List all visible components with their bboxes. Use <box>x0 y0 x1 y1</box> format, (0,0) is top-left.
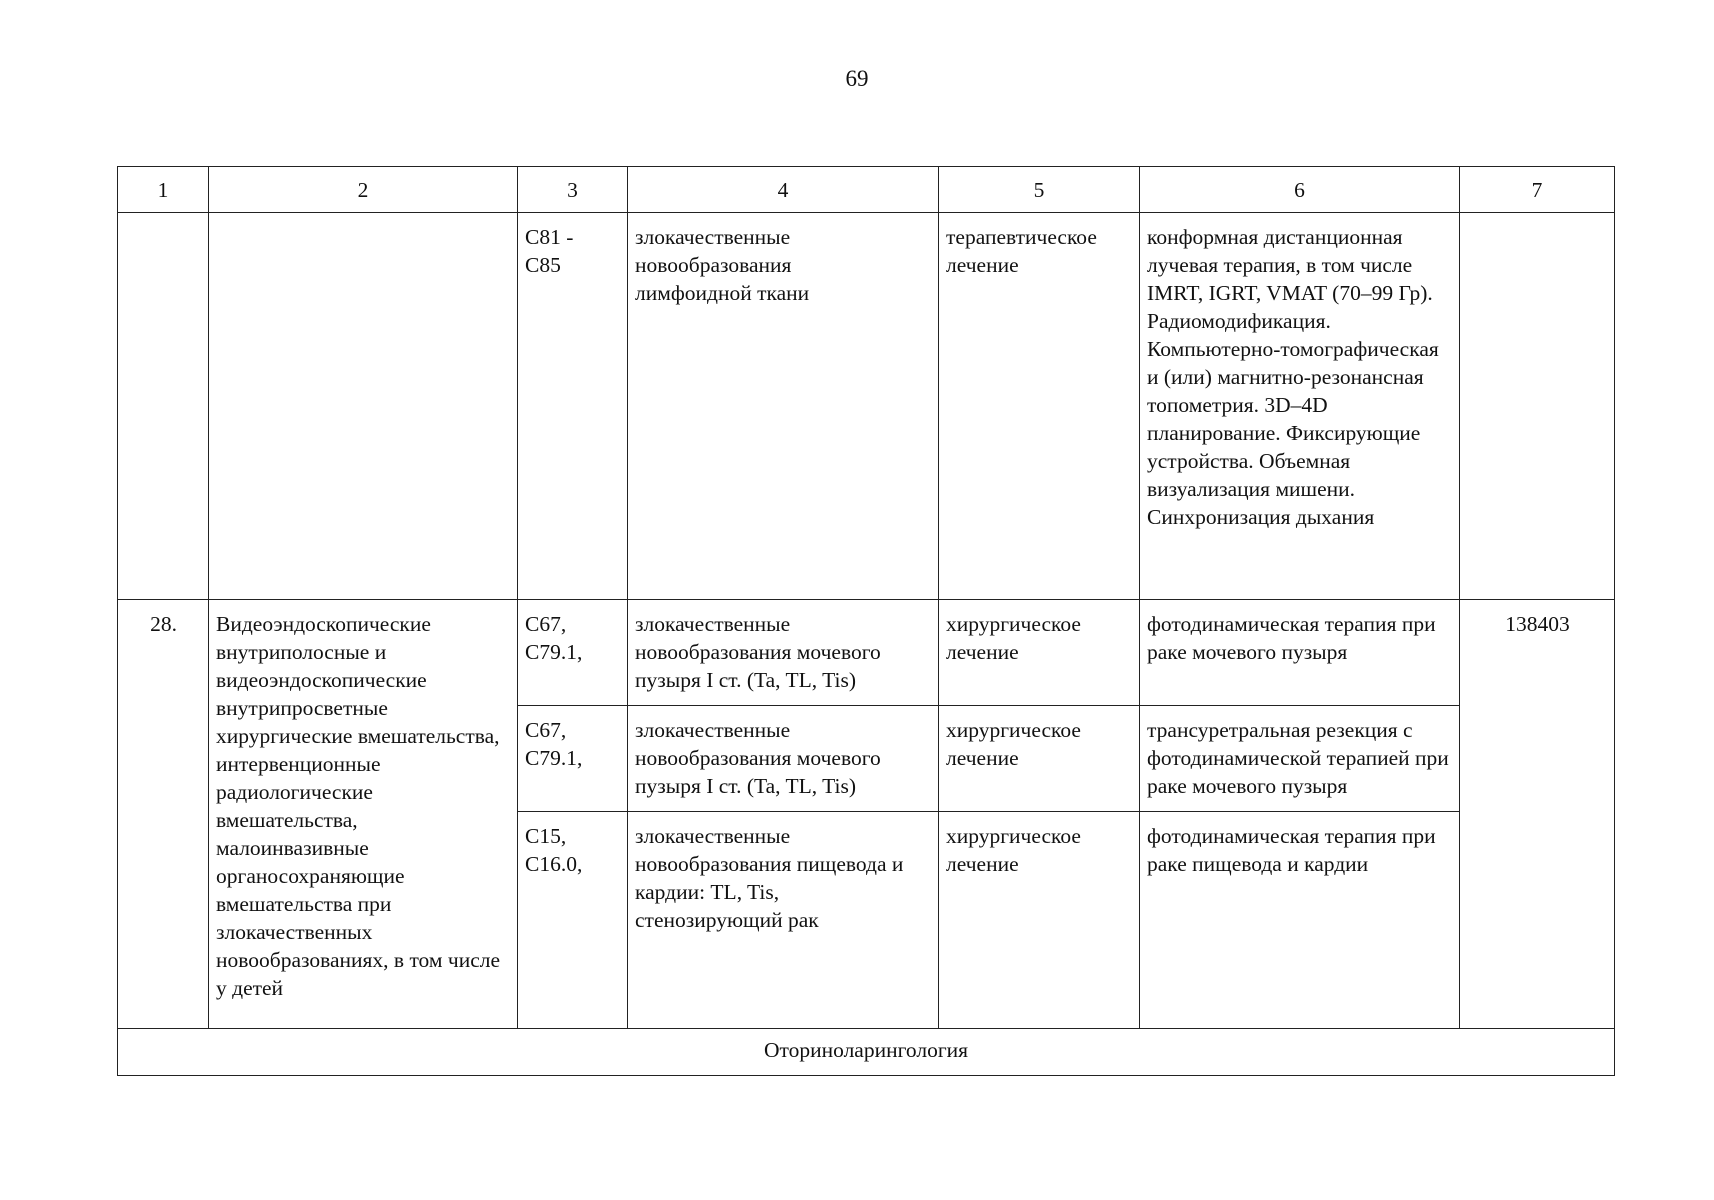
procedure-name: Видеоэндоскопические внутриполосные и видеоэндоскопические внутрипросветные хирургические вмешательства, интервенционные радиологические вмешательства, малоинвазивные органосохраняющие вмешательства при злокачественных новообразованиях, в том числе у детей <box>209 600 518 1029</box>
header-cell-1: 1 <box>118 167 209 213</box>
table-row <box>118 600 1615 706</box>
header-cell-4: 4 <box>628 167 939 213</box>
header-cell-6: 6 <box>1140 167 1460 213</box>
icd-codes: С81 - С85 <box>518 213 628 600</box>
patient-model: злокачественные новообразования мочевого пузыря I ст. (Ta, TL, Tis) <box>628 706 939 812</box>
page-number: 69 <box>845 66 869 91</box>
patient-model: злокачественные новообразования лимфоидной ткани <box>628 213 939 600</box>
header-row <box>118 167 1615 213</box>
procedures-table <box>117 166 1615 1076</box>
cost <box>1460 213 1615 600</box>
treatment-method: фотодинамическая терапия при раке пищевода и кардии <box>1140 812 1460 1029</box>
row-number: 28. <box>118 600 209 1029</box>
header-cell-7: 7 <box>1460 167 1615 213</box>
treatment-method: конформная дистанционная лучевая терапия, в том числе IMRT, IGRT, VMAT (70–99 Гр). Радиомодификация. Компьютерно-томографическая и (или) магнитно-резонансная топометрия. 3D–4D планирование. Фиксирующие устройства. Объемная визуализация мишени. Синхронизация дыхания <box>1140 213 1460 600</box>
header-cell-3: 3 <box>518 167 628 213</box>
icd-codes: С67, С79.1, <box>518 600 628 706</box>
patient-model: злокачественные новообразования пищевода и кардии: TL, Tis, стенозирующий рак <box>628 812 939 1029</box>
treatment-method: фотодинамическая терапия при раке мочевого пузыря <box>1140 600 1460 706</box>
treatment-method: трансуретральная резекция с фотодинамической терапией при раке мочевого пузыря <box>1140 706 1460 812</box>
table-row <box>118 213 1615 600</box>
section-title: Оториноларингология <box>118 1029 1615 1076</box>
procedure-name <box>209 213 518 600</box>
treatment-type: хирургическое лечение <box>939 812 1140 1029</box>
row-number <box>118 213 209 600</box>
treatment-type: терапевтическое лечение <box>939 213 1140 600</box>
treatment-type: хирургическое лечение <box>939 600 1140 706</box>
header-cell-2: 2 <box>209 167 518 213</box>
cost: 138403 <box>1460 600 1615 1029</box>
header-cell-5: 5 <box>939 167 1140 213</box>
treatment-type: хирургическое лечение <box>939 706 1140 812</box>
section-header-row <box>118 1029 1615 1076</box>
patient-model: злокачественные новообразования мочевого пузыря I ст. (Ta, TL, Tis) <box>628 600 939 706</box>
icd-codes: С67, С79.1, <box>518 706 628 812</box>
icd-codes: С15, С16.0, <box>518 812 628 1029</box>
